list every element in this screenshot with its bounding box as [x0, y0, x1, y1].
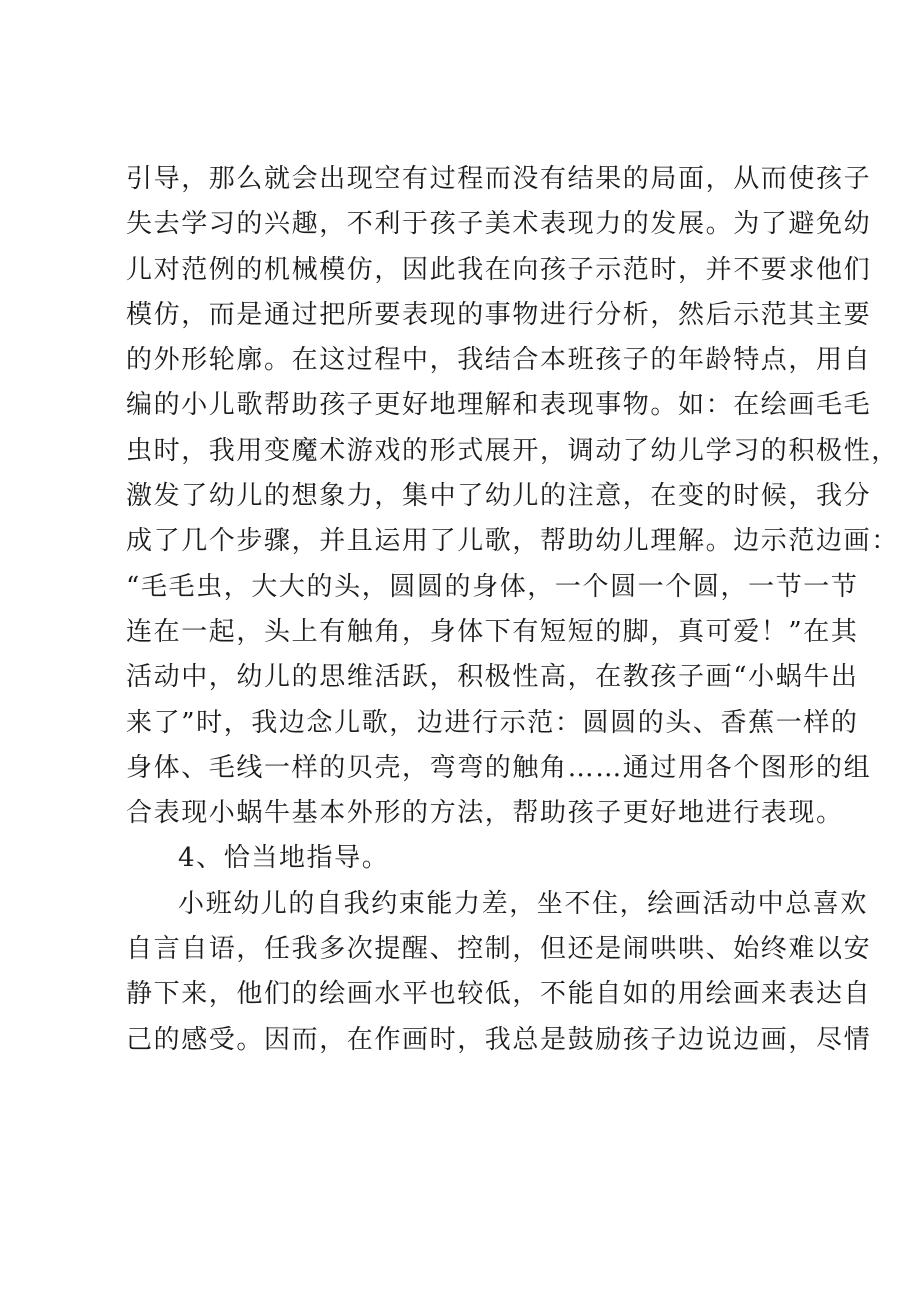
text-line: 成了几个步骤，并且运用了儿歌，帮助幼儿理解。边示范边画： [126, 526, 899, 557]
text-line: “毛毛虫，大大的头，圆圆的身体，一个圆一个圆，一节一节 [126, 571, 859, 602]
text-line: 儿对范例的机械模仿，因此我在向孩子示范时，并不要求他们 [126, 254, 872, 285]
section-heading: 4、恰当地指导。 [178, 843, 390, 874]
text-line: 连在一起，头上有触角，身体下有短短的脚，真可爱！”在其 [126, 616, 859, 647]
text-line: 来了”时，我边念儿歌，边进行示范：圆圆的头、香蕉一样的 [126, 707, 859, 738]
text-line: 失去学习的兴趣，不利于孩子美术表现力的发展。为了避免幼 [126, 209, 872, 240]
text-line: 己的感受。因而，在作画时，我总是鼓励孩子边说边画，尽情 [126, 1024, 872, 1055]
text-line: 虫时，我用变魔术游戏的形式展开，调动了幼儿学习的积极性， [126, 435, 899, 466]
text-line: 合表现小蜗牛基本外形的方法，帮助孩子更好地进行表现。 [126, 798, 844, 829]
text-line: 模仿，而是通过把所要表现的事物进行分析，然后示范其主要 [126, 299, 872, 330]
text-line: 活动中，幼儿的思维活跃，积极性高，在教孩子画“小蜗牛出 [126, 662, 859, 693]
text-line: 激发了幼儿的想象力，集中了幼儿的注意，在变的时候，我分 [126, 481, 872, 512]
text-line: 引导，那么就会出现空有过程而没有结果的局面，从而使孩子 [126, 164, 872, 194]
body-text [126, 157, 899, 1063]
text-line: 编的小儿歌帮助孩子更好地理解和表现事物。如：在绘画毛毛 [126, 390, 872, 421]
text-line: 静下来，他们的绘画水平也较低，不能自如的用绘画来表达自 [126, 979, 872, 1010]
text-line: 小班幼儿的自我约束能力差，坐不住，绘画活动中总喜欢 [178, 888, 869, 919]
text-line: 身体、毛线一样的贝壳，弯弯的触角……通过用各个图形的组 [126, 752, 872, 783]
text-line: 自言自语，任我多次提醒、控制，但还是闹哄哄、始终难以安 [126, 934, 872, 965]
text-line: 的外形轮廓。在这过程中，我结合本班孩子的年龄特点，用自 [126, 345, 872, 376]
